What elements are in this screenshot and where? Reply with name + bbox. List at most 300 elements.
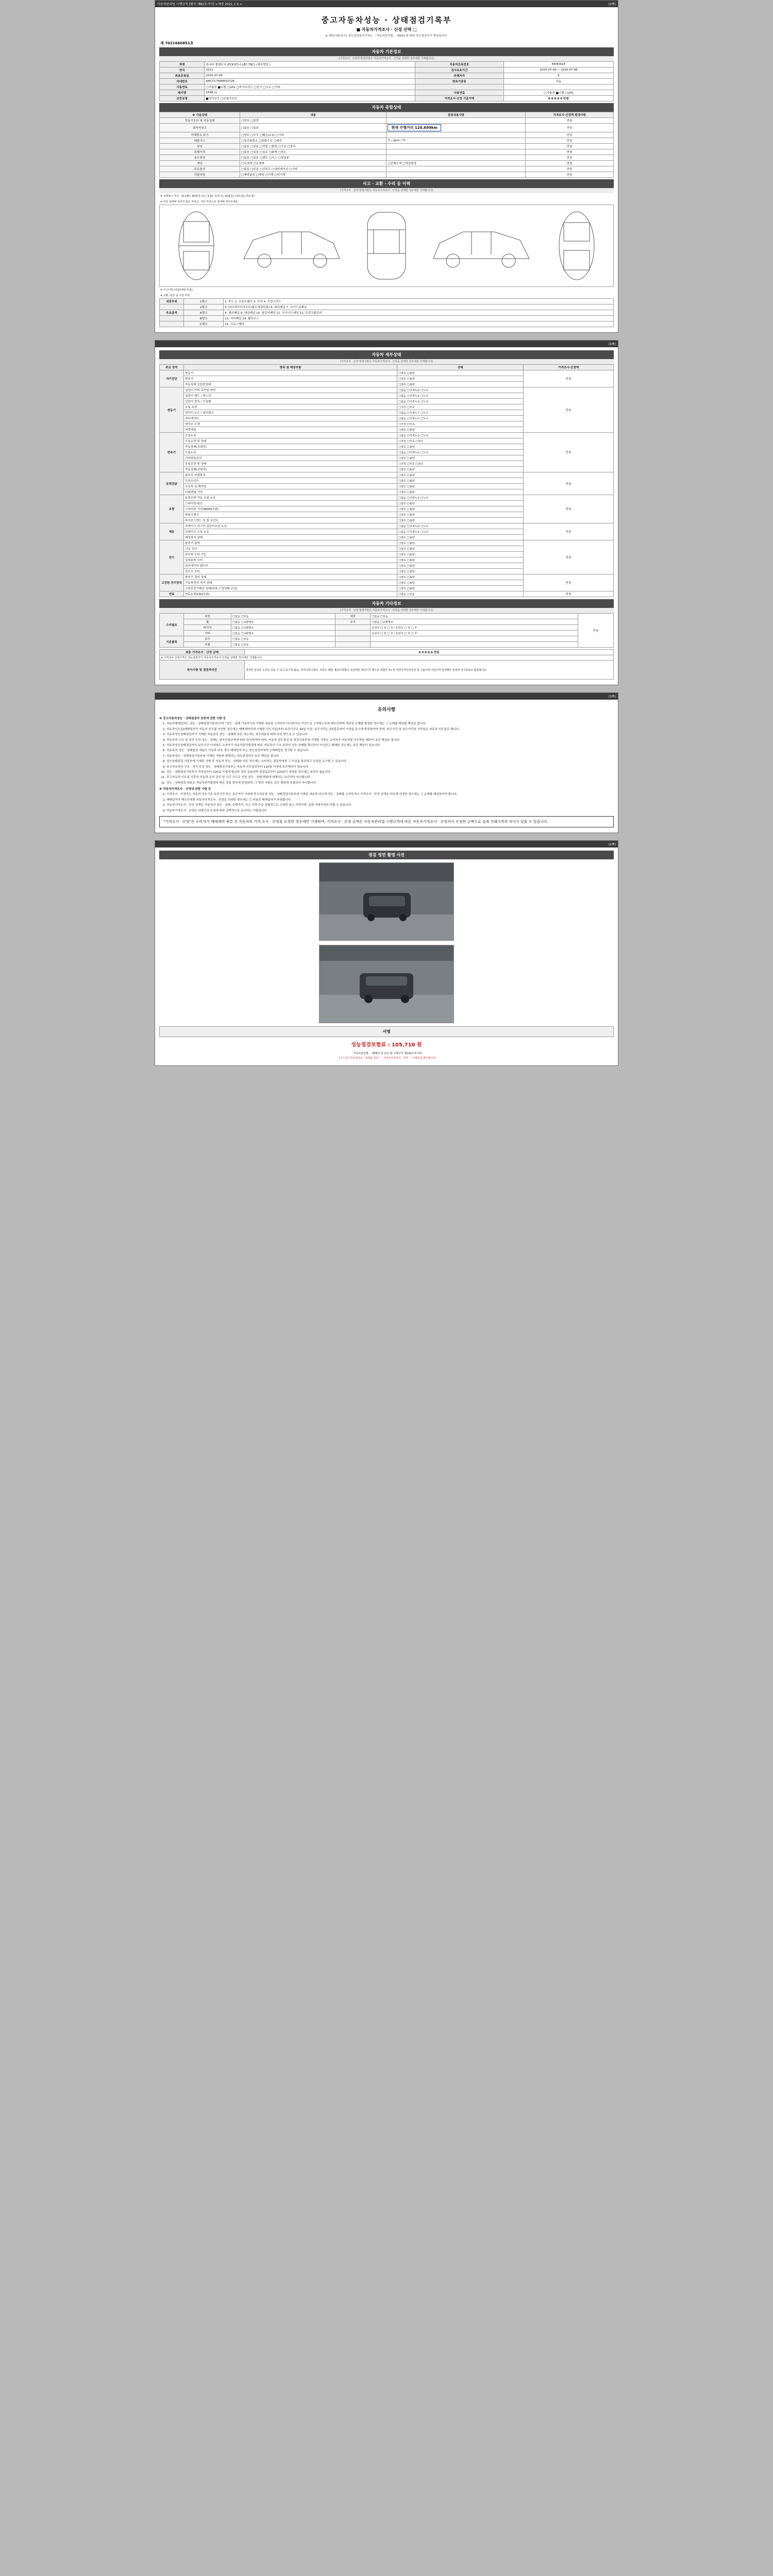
- section-accident-note: (가격조사 · 산정 발생사항은 자동차가격조사 · 산정을 선택한 경우에만 기재합니다): [159, 188, 614, 193]
- overall-price: 만원: [526, 166, 614, 172]
- section-detail-band: 자동차 세부상태: [159, 350, 614, 359]
- basic-label-2: 주행거리: [415, 73, 503, 79]
- overall-check[interactable]: □일산화탄소 □탄화수소 □매연: [240, 138, 386, 144]
- overall-state-row: [160, 166, 614, 172]
- detail-item-label: 실내송풍 모터: [184, 557, 397, 563]
- detail-state-row: [160, 495, 614, 501]
- basic-value: 1598 cc: [205, 90, 415, 96]
- overall-state-row: [160, 132, 614, 138]
- document-page: [0, 0, 773, 1066]
- detail-group-price: 만원: [524, 495, 614, 523]
- detail-item-label: 스티어링 기어(MDPS포함): [184, 506, 397, 512]
- overall-check[interactable]: □무채색 □유채색: [240, 161, 386, 166]
- overall-price: 만원: [526, 172, 614, 178]
- notice-head-1: ※ 중고자동차성능 · 상태점검자 보증에 관한 사항 등: [159, 717, 226, 720]
- section-basic-note: (가격조사 · 산정액 발생사항은 자동차가격조사 · 산정을 선택한 경우에만 기재합니다): [159, 56, 614, 61]
- photo-front: [319, 862, 454, 941]
- notice-item: 1. 가격조사 · 산정자는 자동차 성능기준 보증기간 또는 보증거리 이내에 중고자동차 성능 · 상태점검기록부에 기재된 내용과 다르게 성능 · 상태를 고지하거나 가격조사 · 산정 금액을 다르게 산정한 경우에는 그 손해를 배상하여야 합니다.: [166, 792, 614, 796]
- overall-check[interactable]: □해당없음 □해당 □이행 □미이행: [240, 172, 386, 178]
- detail-item-state[interactable]: □양호 □불량: [397, 535, 524, 540]
- section-etc-band: 자동차 기타정보: [159, 599, 614, 608]
- overall-detail: [386, 124, 526, 132]
- basic-label-2: 가격조사·산정 기준가액: [415, 96, 503, 101]
- overall-price: 만원: [526, 132, 614, 138]
- detail-item-label: 발전기 출력: [184, 540, 397, 546]
- etc-item-2: [335, 631, 371, 636]
- car-side-right-view-icon: [427, 207, 535, 284]
- detail-item-label: 연료누출(LPG포함): [184, 591, 397, 597]
- detail-item-label: 브레이크 마스터 실린더오일 누유: [184, 523, 397, 529]
- overall-price: 만원: [526, 124, 614, 132]
- overall-item: 튜닝: [160, 144, 240, 149]
- overall-state-row: [160, 144, 614, 149]
- detail-group-label: 고전원 전기장치: [160, 574, 184, 591]
- etc-item-2: 내장: [335, 614, 371, 619]
- detail-item-label: 추진축 및 베어링: [184, 484, 397, 489]
- detail-item-label: 작동상태(공회전): [184, 444, 397, 450]
- notice-item: 12. 성능 · 상태점검 내용은 자동차관리법령에 따른 점검 항목에 한정되며, 그 밖의 사항은 보증 범위에 포함되지 아니합니다.: [166, 781, 614, 785]
- overall-price: 만원: [526, 155, 614, 161]
- accident-rank-table: [159, 298, 614, 327]
- detail-item-state[interactable]: □양호 □불량: [397, 552, 524, 557]
- detail-group-price: 만원: [524, 370, 614, 387]
- etc-state[interactable]: □없음 □교환필요: [231, 625, 335, 631]
- detail-col-header: 상태: [397, 365, 524, 370]
- detail-col-header: 주요 장치: [160, 365, 184, 370]
- overall-check[interactable]: □없음 □있음 □적법 □불법 □구조 □장치: [240, 144, 386, 149]
- basic-label: 사용연료: [160, 84, 205, 90]
- overall-item: 배출가스: [160, 138, 240, 144]
- notice-item: 2. 자동차인도일(매매업자가 자동차 인도를 지연한 경우에는 매매계약서에 기재한 인도기일)부터 보증기간은 30일 이상, 보증거리는 2천킬로미터 이상을 동시에 충족하여야 하며, 보증기간 및 보증거리의 기산일은 자동차 인도일로 합니다.: [166, 727, 614, 732]
- total-note: ※ 가격조사·산정가격은 성능점검자가 자동차가격조사·산정을 선택한 경우에만 기재합니다: [160, 655, 614, 660]
- notice-list-1: [166, 722, 614, 785]
- overall-state-row: [160, 149, 614, 155]
- detail-item-state[interactable]: □적정 □부족: [397, 404, 524, 410]
- accident-group: [160, 316, 184, 321]
- basic-value: 2020-07-09: [205, 73, 415, 79]
- basic-info-row: [160, 67, 614, 73]
- basic-label-2: 검사유효기간: [415, 67, 503, 73]
- etc-state[interactable]: □없음 □교환필요: [231, 619, 335, 625]
- overall-state-row: [160, 138, 614, 144]
- detail-item-label: 기어변속장치: [184, 455, 397, 461]
- basic-info-table: [159, 61, 614, 101]
- detail-item-state[interactable]: □없음 □미세누수 □누수: [397, 416, 524, 421]
- sheet-1: [155, 0, 618, 333]
- etc-state[interactable]: □없음 □교환필요: [231, 631, 335, 636]
- etc-item: 외장: [184, 614, 231, 619]
- detail-group-label: 변속기: [160, 433, 184, 472]
- basic-label: 보증유형: [160, 96, 205, 101]
- detail-item-state[interactable]: □양호 □불량: [397, 540, 524, 546]
- section-detail-note: (가격조사 · 산정 발생사항은 자동차가격조사 · 산정을 선택한 경우에만 기재합니다): [159, 359, 614, 364]
- accident-group: [160, 321, 184, 327]
- notice-item: 2. 매매업자가 매수인에게 자동차가격조사 · 산정을 의뢰한 경우에는 그 비용은 매매업자가 부담합니다.: [166, 798, 614, 802]
- etc-item: 보수: [184, 636, 231, 642]
- basic-value: □가솔린 ■디젤 □LPG □하이브리드 □전기 □수소 □기타: [205, 84, 415, 90]
- detail-state-row: [160, 370, 614, 376]
- photo-rear: [319, 945, 454, 1023]
- basic-value-2: [503, 84, 613, 90]
- detail-group-label: 연료: [160, 591, 184, 597]
- detail-state-table: [159, 364, 614, 597]
- detail-item-label: 커먼레일: [184, 427, 397, 433]
- detail-state-row: [160, 591, 614, 597]
- detail-state-row: [160, 540, 614, 546]
- detail-item-state[interactable]: □없음 □미세누유 □누유: [397, 523, 524, 529]
- detail-state-row: [160, 472, 614, 478]
- car-damage-diagram: [159, 205, 614, 287]
- detail-item-label: 실린더 블록 / 오일팬: [184, 399, 397, 404]
- overall-state-row: [160, 118, 614, 124]
- section-basic-band: 자동차 기본정보: [159, 47, 614, 56]
- detail-item-state[interactable]: □양호 □불량: [397, 574, 524, 580]
- sheet-2: [155, 340, 618, 685]
- etc-state-2[interactable]: □없음 □있음: [371, 614, 578, 619]
- etc-row: [160, 631, 614, 636]
- detail-item-label: 냉각수 누수 / 워터펌프: [184, 410, 397, 416]
- detail-item-state[interactable]: □없음 □미세누유 □누유: [397, 433, 524, 438]
- detail-group-price: 만원: [524, 472, 614, 495]
- overall-item: 자체번호 표기: [160, 132, 240, 138]
- overall-item: 특별이력: [160, 149, 240, 155]
- accident-check-title: ※ 교환, 판금 등 이상 부위: [160, 294, 190, 297]
- detail-item-label: 브레이크 오일 누유: [184, 529, 397, 535]
- detail-item-state[interactable]: □양호 □불량: [397, 489, 524, 495]
- etc-state-2[interactable]: □없음 □교환필요: [371, 619, 578, 625]
- basic-value-2: 0 0 0 0 0 만원: [503, 96, 613, 101]
- detail-item-label: 고전원전기배선 상태(피복,고정상태,손상): [184, 586, 397, 591]
- page-number: (3쪽): [608, 3, 616, 6]
- accident-legend-title: ※ 사고이력 (외판/내판 부품): [160, 289, 193, 292]
- overall-detail: [386, 172, 526, 178]
- basic-label-2: [415, 84, 503, 90]
- overall-check[interactable]: □없음 □있음 □침수 □화재 □전손: [240, 149, 386, 155]
- accident-rank-row: [160, 299, 614, 304]
- sheet-3: [155, 692, 618, 833]
- car-top-view-icon: [358, 207, 415, 284]
- overall-col-header: 가격조사·산정액 발생사항: [526, 112, 614, 118]
- accident-rank-row: [160, 304, 614, 310]
- notice-list-2: [166, 792, 614, 813]
- detail-item-state[interactable]: □양호 □불량: [397, 455, 524, 461]
- page-note: ※ 제원사항(표시) 성능점검항목이외는 「자동차관리법」 제58조에 따라 성능점검자가 책임집니다.: [325, 35, 448, 38]
- overall-state-row: [160, 124, 614, 132]
- accident-rank-row: [160, 316, 614, 321]
- etc-row: [160, 625, 614, 631]
- basic-value: ■자가보증 □보험사보증: [205, 96, 415, 101]
- detail-item-state[interactable]: □양호 □불량: [397, 569, 524, 574]
- overall-price: 만원: [526, 161, 614, 166]
- total-value: 0 0 0 0 0 만원: [245, 650, 614, 655]
- etc-item: 부품: [184, 642, 231, 648]
- overall-check[interactable]: □없음 □있음 □선루프 □내비게이션 □기타: [240, 166, 386, 172]
- photo-rear-image: [320, 945, 453, 1023]
- total-price-table: [159, 649, 614, 680]
- etc-row: [160, 636, 614, 642]
- detail-item-state[interactable]: □양호 □불량: [397, 518, 524, 523]
- notice-head-2: ※ 자동차가격조사 · 산정에 관한 사항 등: [159, 788, 211, 791]
- detail-item-state[interactable]: □양호 □불량: [397, 472, 524, 478]
- notice-item: 4. 자동차의 구조 및 장치 등의 성능 · 상태는 한국산업규격에 따라 검사하여야 하며, 자동차 성능점검 및 점검기록부에 기재된 사항은 소비자가 자동차를 인도받을 때부터 보증 책임을 집니다.: [166, 738, 614, 742]
- basic-label: 차명: [160, 62, 205, 67]
- detail-item-state[interactable]: □양호 □불량: [397, 382, 524, 387]
- basic-info-row: [160, 79, 614, 84]
- accident-rank: 1랭크: [184, 299, 224, 304]
- etc-state-2[interactable]: 운전석 □ 전 □ 후 / 동반석 □ 전 □ 후: [371, 631, 578, 636]
- detail-item-state[interactable]: □양호 □불량: [397, 586, 524, 591]
- detail-item-state[interactable]: □양호 □불량: [397, 506, 524, 512]
- notice-item: 8. 성능상태점검 기록부에 기재된 사항 중 자동차 성능 · 상태와 다른 경우에는 소비자는 점검자에게 그 사실을 통보하고 보상을 요구할 수 있습니다.: [166, 759, 614, 764]
- etc-item: 타이어: [184, 625, 231, 631]
- detail-group-label: 전기: [160, 540, 184, 574]
- detail-state-row: [160, 433, 614, 438]
- detail-item-label: 파워크랭크: [184, 512, 397, 518]
- detail-item-state[interactable]: □양호 □불량: [397, 580, 524, 586]
- detail-item-state[interactable]: □양호 □불량: [397, 512, 524, 518]
- overall-item: 전동기모터 및 작동상태: [160, 118, 240, 124]
- notice-item: 3. 자동차성능상태점검자가 기재한 자동차의 성능 · 상태와 다른 경우에는 보증내용에 따라 보상 받으실 수 있습니다.: [166, 733, 614, 737]
- notice-item: 3. 자동차가격조사 · 산정 금액은 자동차의 성능 · 상태, 주행거리, 사고 이력 등을 종합적으로 고려한 참고 가격이며, 실제 거래가격과 다를 수 있습니다.: [166, 803, 614, 807]
- detail-item-state[interactable]: □양호 □불량: [397, 546, 524, 552]
- detail-group-label: 원동기: [160, 387, 184, 433]
- page-number-4: (3쪽): [608, 843, 616, 847]
- detail-item-label: 디퍼렌셜 기어: [184, 489, 397, 495]
- overall-detail: [386, 118, 526, 124]
- overall-state-row: [160, 161, 614, 166]
- detail-item-label: 오일 유량: [184, 404, 397, 410]
- detail-item-label: 오일유량 및 상태: [184, 461, 397, 467]
- inspection-fee: 성능점검보험료 : 105,710 원: [351, 1042, 422, 1048]
- basic-label: 연식: [160, 67, 205, 73]
- detail-group-label: 제동: [160, 523, 184, 540]
- overall-check[interactable]: □양호 □불량: [240, 118, 386, 124]
- overall-check[interactable]: □없음 □있음: [240, 124, 386, 132]
- etc-item: 휠: [184, 619, 231, 625]
- overall-item: 최저지상고: [160, 124, 240, 132]
- detail-item-state[interactable]: □양호 □불량: [397, 427, 524, 433]
- detail-group-price: 만원: [524, 574, 614, 591]
- notice-item: 10. 성능 · 상태점검기록부의 작성일부터 120일 이내에 발급한 것만 유효하며 점검일로부터 120일이 경과한 경우에는 효력이 없습니다.: [166, 770, 614, 774]
- etc-item-2: [335, 636, 371, 642]
- photos-footnote-1: 「자동차관리법」 제58조 및 같은 법 시행규칙 제120조에 따라: [350, 1052, 423, 1056]
- detail-group-price: 만원: [524, 591, 614, 597]
- accident-parts: 15. 크로스멤버: [224, 321, 614, 327]
- car-rear-view-icon: [548, 207, 605, 284]
- notice-framebox: "가격조사 · 산정"은 소비자가 매매계약 체결 전 자동차의 가격 조사 · 산정을 요청한 경우에만 기재하며, 가격조사 · 산정 금액은 자동차관리법 시행규칙에 따른 자동차가격조사 · 산정자가 산정한 금액으로 실제 거래가격과 차이가 있을 수 있습니다.: [159, 816, 614, 827]
- detail-item-label: 냉각수 수량: [184, 421, 397, 427]
- etc-group-label: 기본품목: [160, 636, 184, 648]
- signature-label: 서명: [159, 1026, 614, 1037]
- basic-label: 최초등록일: [160, 73, 205, 79]
- detail-item-label: 라디에이터: [184, 416, 397, 421]
- etc-state-2[interactable]: [371, 642, 578, 648]
- notice-section: [155, 700, 618, 833]
- accident-parts: 13. 리어패널 14. 휠하우스: [224, 316, 614, 321]
- overall-state-row: [160, 172, 614, 178]
- detail-item-state[interactable]: □양호 □불량: [397, 444, 524, 450]
- odometer-highlight: 현재 주행거리 120,699km: [388, 124, 441, 131]
- basic-value: 쏘나타 셀제트닉 (FCK3만나 LEC:TRC) (세부명칭 ): [205, 62, 415, 67]
- accident-group: 주요골격: [160, 310, 184, 316]
- detail-item-label: 실린더 헤드 / 게스킷: [184, 393, 397, 399]
- etc-row: [160, 642, 614, 648]
- detail-item-state[interactable]: □없음 □있음: [397, 591, 524, 597]
- detail-item-state[interactable]: □없음 □미세누유 □누유: [397, 393, 524, 399]
- total-label: 최종 가격조사 · 산정 금액: [160, 650, 245, 655]
- detail-item-label: 구동축전지 격리 상태: [184, 580, 397, 586]
- accident-parts: 5. 라디에이터서포트(볼트체결부품) 6. 쿼터패널 7. 사이드실패널: [224, 304, 614, 310]
- etc-row: [160, 614, 614, 619]
- detail-item-label: 오일누유: [184, 433, 397, 438]
- overall-price: 만원: [526, 138, 614, 144]
- etc-group-label: 수리필요: [160, 614, 184, 636]
- detail-item-label: 충전구 절연 상태: [184, 574, 397, 580]
- basic-value-2: 자동: [503, 79, 613, 84]
- detail-item-label: 동력조향 작동 오일 누유: [184, 495, 397, 501]
- etc-state-2[interactable]: [371, 636, 578, 642]
- detail-item-state[interactable]: □양호 □불량: [397, 501, 524, 506]
- accident-parts: 8. 필러패널 9. 대쉬패널 10. 플로어패널 11. 인사이드패널 12. 트렁크플로어: [224, 310, 614, 316]
- basic-info-row: [160, 84, 614, 90]
- accident-rank-row: [160, 310, 614, 316]
- overall-detail: [386, 149, 526, 155]
- detail-item-label: 스티어링 펌프: [184, 501, 397, 506]
- detail-col-header: 항목 및 해당부품: [184, 365, 397, 370]
- detail-item-state[interactable]: □없음 □미세누유 □누유: [397, 399, 524, 404]
- detail-item-state[interactable]: □양호 □불량: [397, 376, 524, 382]
- detail-item-state[interactable]: □양호 □불량: [397, 478, 524, 484]
- detail-item-label: 오일누유: [184, 450, 397, 455]
- detail-item-state[interactable]: □없음 □미세누유 □누유: [397, 450, 524, 455]
- detail-item-state[interactable]: □양호 □불량: [397, 484, 524, 489]
- detail-item-label: 오일유량 및 상태: [184, 438, 397, 444]
- detail-item-label: 원동기: [184, 370, 397, 376]
- detail-item-state[interactable]: □없음 □미세누유 □누유: [397, 529, 524, 535]
- etc-row: [160, 619, 614, 625]
- detail-item-state[interactable]: □적정 □부족 □과다: [397, 461, 524, 467]
- section-etc-note: (가격조사 · 산정 발생사항은 자동차가격조사 · 산정을 선택한 경우에만 기재합니다): [159, 608, 614, 613]
- detail-group-label: 조향: [160, 495, 184, 523]
- overall-price: 만원: [526, 149, 614, 155]
- etc-state[interactable]: □없음 □있음: [231, 614, 335, 619]
- etc-item-2: 유리: [335, 619, 371, 625]
- detail-item-state[interactable]: □없음 □미세누유 □누유: [397, 387, 524, 393]
- notice-title: 유의사항: [377, 707, 396, 713]
- photo-gallery: [159, 859, 614, 1026]
- etc-table: [159, 613, 614, 648]
- etc-state[interactable]: □없음 □있음: [231, 636, 335, 642]
- basic-value-2: 6: [503, 73, 613, 79]
- basic-value-2: 2025-07-09 ~ 2026-07-08: [503, 67, 613, 73]
- detail-item-label: 라디에이터 팬모터: [184, 563, 397, 569]
- form-topbar: [155, 1, 618, 7]
- etc-item-2: [335, 625, 371, 631]
- detail-item-label: 배력장치 상태: [184, 535, 397, 540]
- basic-value-2: 66HO924: [503, 62, 613, 67]
- notice-item: 5. 자동차성능상태점검자의 보증기간 이내에도 소비자가 자동차관리법령에 따른 자동차의 구조·장치의 성능·상태를 확인하지 아니하고 매매한 경우에는 보증 책임이 있습니다.: [166, 743, 614, 748]
- detail-state-row: [160, 523, 614, 529]
- basic-value: KMCCC7NM4OO726: [205, 79, 415, 84]
- basic-label: 차대번호: [160, 79, 205, 84]
- detail-item-label: 작동상태(공회전): [184, 467, 397, 472]
- basic-label-2: 자동차등록번호: [415, 62, 503, 67]
- car-front-view-icon: [168, 207, 225, 284]
- overall-price: 만원: [526, 144, 614, 149]
- detail-state-row: [160, 574, 614, 580]
- detail-group-price: 만원: [524, 433, 614, 472]
- overall-detail: [386, 155, 526, 161]
- overall-item: 용도변경: [160, 155, 240, 161]
- section-overall-band: 자동차 종합상태: [159, 103, 614, 112]
- accident-sub2: ※ 하단 상태에 속하지 않은 부분은, 기타 부분으로 상태에 적어주세요: [160, 200, 238, 204]
- detail-item-state[interactable]: □양호 □불량: [397, 467, 524, 472]
- overall-detail: % / ppm / %: [386, 138, 526, 144]
- detail-group-price: 만원: [524, 523, 614, 540]
- detail-item-state[interactable]: □양호 □불량: [397, 563, 524, 569]
- overall-col-header: 점검내용사항: [386, 112, 526, 118]
- accident-rank: 2랭크: [184, 304, 224, 310]
- special-label: 특이사항 및 점검자의견: [160, 660, 245, 680]
- detail-item-label: 클러치 어셈블리: [184, 472, 397, 478]
- detail-state-row: [160, 387, 614, 393]
- page-number-2: (3쪽): [608, 343, 616, 346]
- basic-info-row: [160, 73, 614, 79]
- overall-detail: □전체도색 □색상변경: [386, 161, 526, 166]
- accident-group: [160, 304, 184, 310]
- accident-group: 외판부위: [160, 299, 184, 304]
- detail-item-state[interactable]: □없음 □미세누수 □누수: [397, 410, 524, 416]
- notice-item: 9. 중고자동차의 구조 · 장치 등의 성능 · 상태점검기록부는 자동차 인도일로부터 120일 이내에 보증책임이 있습니다.: [166, 765, 614, 769]
- accident-rank: C랭크: [184, 321, 224, 327]
- notice-item: 11. 중고자동차 인도일 이후의 자동차 유지 관리 및 사고 등으로 인한 성능 · 상태 변화에 대해서는 보증하지 아니합니다.: [166, 775, 614, 779]
- notice-item: 7. 자동차성능 · 상태점검기록부에 기재된 사항에 대해서는 성능점검자가 보증 책임을 집니다.: [166, 754, 614, 758]
- accident-rank-row: [160, 321, 614, 327]
- overall-detail: [386, 144, 526, 149]
- etc-state-2[interactable]: 운전석 □ 전 □ 후 / 동반석 □ 전 □ 후: [371, 625, 578, 631]
- detail-item-label: 윈도우 모터: [184, 569, 397, 574]
- document-number: 제 7021660851호: [160, 41, 194, 45]
- overall-col-header: 내용: [240, 112, 386, 118]
- overall-check[interactable]: □없음 □있음 □렌트 □리스 □영업용: [240, 155, 386, 161]
- etc-state[interactable]: □없음 □있음: [231, 642, 335, 648]
- car-side-left-view-icon: [238, 207, 346, 284]
- overall-price: 만원: [526, 118, 614, 124]
- overall-state-table: [159, 112, 614, 178]
- detail-item-state[interactable]: □없음 □미세누유 □누유: [397, 495, 524, 501]
- detail-item-label: 등속조인트: [184, 478, 397, 484]
- detail-group-price: 만원: [524, 387, 614, 433]
- section-accident-band: 사고 · 교환 · 수리 등 이력: [159, 179, 614, 188]
- basic-info-row: [160, 90, 614, 96]
- page-number-3: (3쪽): [608, 695, 616, 699]
- basic-value: 2021: [205, 67, 415, 73]
- detail-item-state[interactable]: □적정 □부족 □과다: [397, 438, 524, 444]
- overall-item: 주요옵션: [160, 166, 240, 172]
- overall-check[interactable]: □양호 □부식 □훼손(2.0) □기타: [240, 132, 386, 138]
- detail-item-state[interactable]: □적정 □부족: [397, 421, 524, 427]
- basic-label-2: 변속기종류: [415, 79, 503, 84]
- detail-item-state[interactable]: □양호 □불량: [397, 557, 524, 563]
- accident-sub1: ※ 상태표시 부호 : X(교환), W(판금 또는 용접), C(부식), A(흠집), U(요철), T(손상): [160, 195, 255, 198]
- photos-band: 점검 정면 촬영 사진: [159, 851, 614, 859]
- etc-item-2: [335, 642, 371, 648]
- accident-parts: 1. 후드 2. 프론트펜더 3. 도어 4. 트렁크리드: [224, 299, 614, 304]
- sheet-4: [155, 840, 618, 1066]
- detail-col-header: 가격조사·산정액: [524, 365, 614, 370]
- notice-item: 1. 자동차매매업자는 성능 · 상태점검기록부(이하 "성능 · 상태 기록부")의 기재된 내용을 고지하지 아니하거나 거짓으로 고지함으로써 매수인에게 재산상 손해를 발생한 경우에는 그 손해를 배상할 책임을 집니다.: [166, 722, 614, 726]
- detail-item-state[interactable]: □양호 □불량: [397, 370, 524, 376]
